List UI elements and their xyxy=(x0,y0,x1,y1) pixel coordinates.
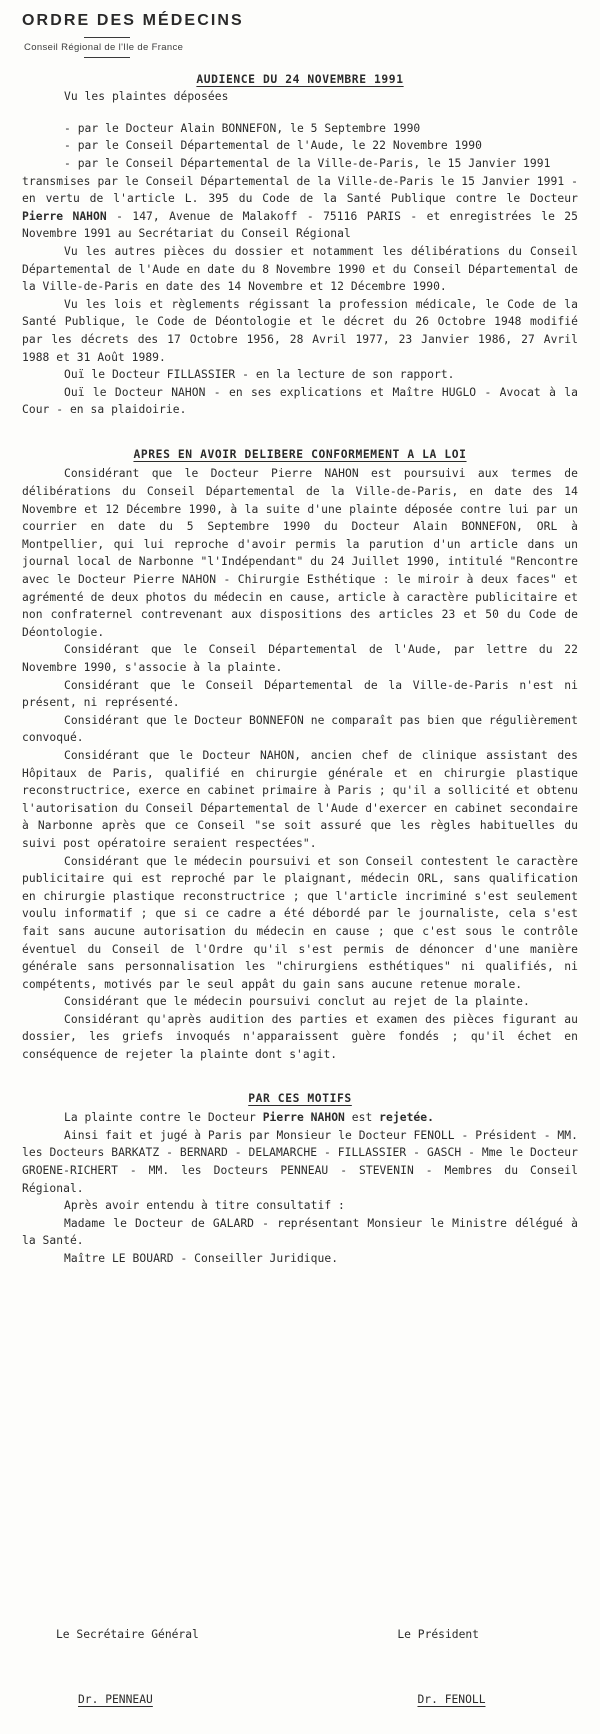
doctor-name-bold: Pierre NAHON xyxy=(22,209,107,223)
verdict-doctor-bold: Pierre NAHON xyxy=(262,1111,345,1125)
president-name-wrap xyxy=(252,1693,578,1706)
considerant-paragraph: Considérant que le médecin poursuivi et son Conseil contestent le caractère publicitaire qui est reproché par le plaignant, médecin ORL, sans qualification en chirurgie plastique reconstructrice ; que l'article incriminé s'est seulement voulu informatif ; que si ce cadre a été débordé par le journaliste, cela s'est fait sans aucune autorisation du médecin en cause ; que c'est sous le contrôle éventuel du Conseil de l'Ordre qu'il s'est permis de dénoncer d'une manière générale sans personnalisation les "chirurgiens esthétiques" ni qualifiés, ni compétents, motivés par le seul appât du gain sans aucune retenue morale. xyxy=(22,854,578,991)
jugement-paragraph: Ainsi fait et jugé à Paris par Monsieur le Docteur FENOLL - Président - MM. les Docteurs BARKATZ - BERNARD - DELAMARCHE - FILLASSIER - GASCH - Mme le Docteur GROENE-RICHERT - MM. les Docteurs PENNEAU - STEVENIN - Membres du Conseil Régional. xyxy=(22,1128,578,1195)
letterhead-rule-top xyxy=(84,37,130,38)
president-name: Dr. FENOLL xyxy=(417,1693,486,1706)
motifs-section-title: PAR CES MOTIFS xyxy=(248,1091,352,1105)
signature-names-row xyxy=(22,1693,578,1706)
vu-lois-paragraph: Vu les lois et règlements régissant la profession médicale, le Code de la Santé Publique, le Code de Déontologie et le décret du 26 Octobre 1948 modifié par les décrets des 17 Octobre 1956, 28 Avril 1977, 23 Janvier 1986, 27 Avril 1988 et 31 Août 1989. xyxy=(22,297,578,364)
vu-pieces-paragraph: Vu les autres pièces du dossier et notamment les délibérations du Conseil Départemental de l'Aude en date du 8 Novembre 1990 et du Conseil Départemental de la Ville-de-Paris en date des 14 Novembre et 12 Décembre 1990. xyxy=(22,244,578,294)
plaintes-list xyxy=(22,120,578,173)
considerant-paragraph: Considérant que le Docteur NAHON, ancien chef de clinique assistant des Hôpitaux de Paris, qualifié en chirurgie générale et en chirurgie plastique reconstructrice, exerce en cabinet primaire à Paris ; qu'il a sollicité et obtenu l'autorisation du Conseil Départemental de l'Aude d'exercer en cabinet secondaire à Narbonne après que ce Conseil "se soit assuré que les règles habituelles du suivi post opératoire seraient respectées". xyxy=(22,748,578,850)
verdict-paragraph xyxy=(22,1109,578,1127)
vu-plaintes-line: Vu les plaintes déposées xyxy=(64,90,229,104)
considerant-paragraph: Considérant que le Docteur BONNEFON ne comparaît pas bien que régulièrement convoqué. xyxy=(22,713,578,745)
signature-titles-row xyxy=(22,1628,578,1641)
considerant-paragraph: Considérant que le Docteur Pierre NAHON est poursuivi aux termes de délibérations du Conseil Départemental de la Ville-de-Paris, en date des 14 Novembre et 12 Décembre 1990, à la suite d'une plainte déposée contre lui par un courrier en date du 5 Septembre 1990 du Docteur Alain BONNEFON, ORL à Montpellier, qui lui reproche d'avoir permis la parution d'un article dans un journal local de Narbonne "l'Indépendant" du 24 Juillet 1990, intitulé "Rencontre avec le Docteur Pierre NAHON - Chirurgie Esthétique : le miroir à deux faces" et agrémenté de deux photos du médecin en cause, article à caractère publicitaire et non confraternel contrevenant aux dispositions des articles 23 et 50 du Code de Déontologie. xyxy=(22,467,578,639)
transmises-part1: transmises par le Conseil Départemental de la Ville-de-Paris le 15 Janvier 1991 - en vertu de l'article L. 395 du Code de la Santé Publique contre le Docteur xyxy=(22,174,578,206)
considerant-paragraph: Considérant que le Conseil Départemental de la Ville-de-Paris n'est ni présent, ni représenté. xyxy=(22,678,578,710)
consultatif-le-bouard: Maître LE BOUARD - Conseiller Juridique. xyxy=(64,1252,339,1265)
secretary-name-wrap xyxy=(22,1693,252,1706)
secretary-title: Le Secrétaire Général xyxy=(56,1628,199,1641)
consultatif-galard: Madame le Docteur de GALARD - représentant Monsieur le Ministre délégué à la Santé. xyxy=(22,1216,578,1248)
president-title: Le Président xyxy=(397,1628,479,1641)
secretary-name: Dr. PENNEAU xyxy=(78,1693,153,1706)
oui-fillassier-paragraph: Ouï le Docteur FILLASSIER - en la lecture de son rapport. xyxy=(64,368,455,382)
deliberation-section-title: APRES EN AVOIR DELIBERE CONFORMEMENT A LA LOI xyxy=(133,447,467,461)
verdict-part1: La plainte contre le Docteur xyxy=(64,1111,263,1125)
letterhead-rule-bottom xyxy=(84,57,130,58)
signature-block xyxy=(0,1584,600,1734)
list-item: - par le Conseil Départemental de la Ville-de-Paris, le 15 Janvier 1991 xyxy=(64,156,551,170)
list-item: - par le Conseil Départemental de l'Aude, le 22 Novembre 1990 xyxy=(64,139,482,153)
considerant-paragraph: Considérant que le Conseil Départemental de l'Aude, par lettre du 22 Novembre 1990, s'associe à la plainte. xyxy=(22,643,578,674)
considerant-paragraph: Considérant que le médecin poursuivi conclut au rejet de la plainte. xyxy=(64,995,530,1009)
consultatif-intro: Après avoir entendu à titre consultatif : xyxy=(64,1199,345,1213)
considerant-paragraph: Considérant qu'après audition des parties et examen des pièces figurant au dossier, les griefs invoqués n'apparaissent guère fondés ; qu'il échet en conséquence de rejeter la plainte dont s'agit. xyxy=(22,1012,578,1062)
letterhead xyxy=(0,0,600,58)
transmises-paragraph xyxy=(22,173,578,243)
verdict-part2: est xyxy=(344,1111,380,1125)
verdict-result-bold: rejetée. xyxy=(379,1111,434,1125)
organization-subtitle: Conseil Régional de l'Ile de France xyxy=(24,41,184,53)
oui-nahon-paragraph: Ouï le Docteur NAHON - en ses explications et Maître HUGLO - Avocat à la Cour - en sa plaidoirie. xyxy=(22,385,578,417)
transmises-part2: - 147, Avenue de Malakoff - 75116 PARIS - et enregistrées le 25 Novembre 1991 au Secrétariat du Conseil Régional xyxy=(22,209,579,241)
audience-title: AUDIENCE DU 24 NOVEMBRE 1991 xyxy=(196,72,404,86)
organization-title: ORDRE DES MÉDECINS xyxy=(22,12,244,29)
document-body xyxy=(0,71,600,1268)
list-item: - par le Docteur Alain BONNEFON, le 5 Septembre 1990 xyxy=(64,121,421,135)
